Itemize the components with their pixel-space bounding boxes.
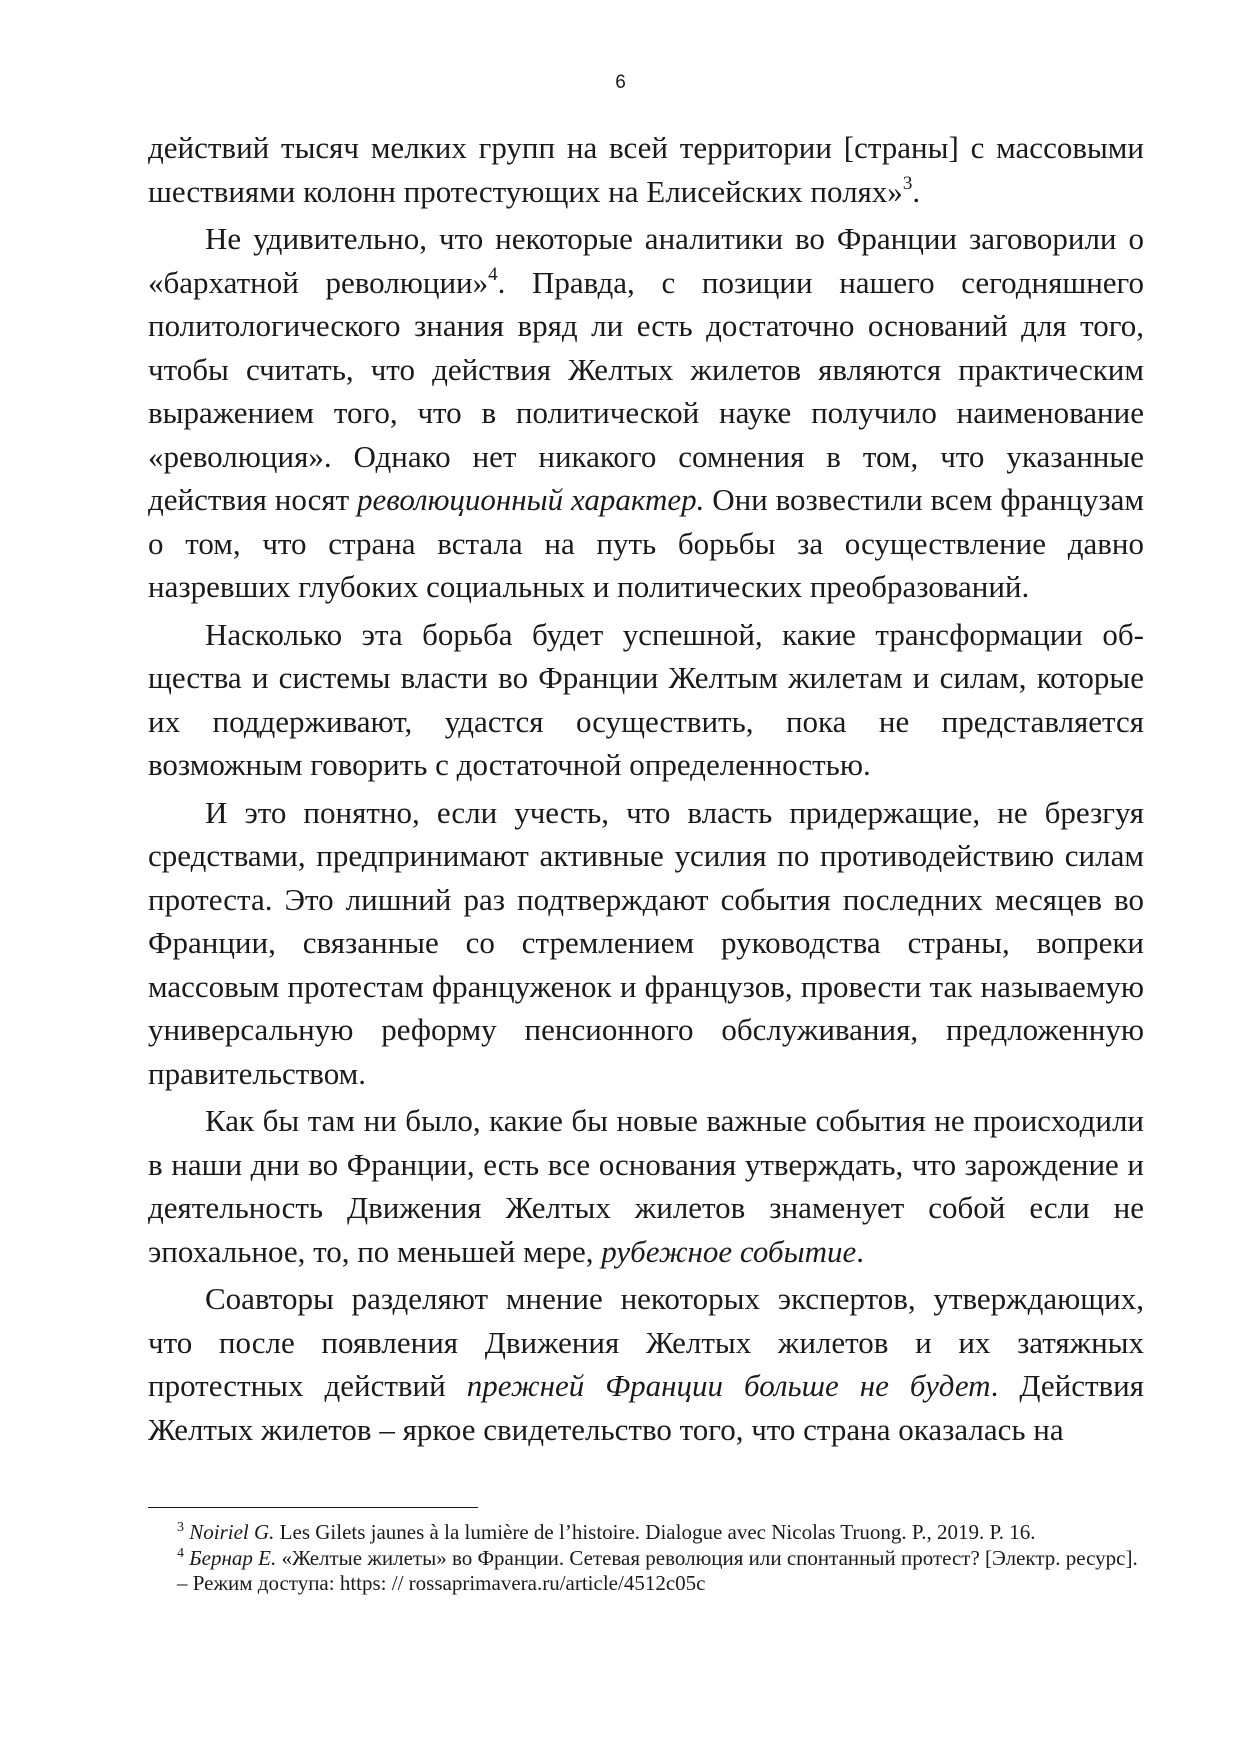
text-run: Насколько эта борьба будет успешной, какие трансформации общества и системы власти во Франции Желтым жилетам и силам, которые их поддерживают, удастся осуществить, пока не представляется возможным говорить с достаточной определенностью.	[148, 616, 1144, 782]
paragraph	[148, 1099, 1144, 1273]
footnote-separator	[148, 1507, 478, 1508]
paragraph	[148, 791, 1144, 1096]
paragraph	[148, 217, 1144, 609]
footnote-text: Les Gilets jaunes à la lumière de l’histoire. Dialogue avec Nicolas Truong. P., 2019. P. 16.	[274, 1520, 1036, 1544]
text-run: Как бы там ни было, какие бы новые важные события не происходили в наши дни во Франции, есть все основания утверждать, что зарождение и деятельность Движения Желтых жилетов знаменует собой если не эпохальное, то, по меньшей мере,	[148, 1103, 1144, 1269]
text-run: действий тысяч мелких групп на всей территории [страны] с массовыми шествиями колонн протестующих на Елисейских полях»	[148, 130, 1144, 209]
page-number: 6	[615, 72, 626, 93]
footnote	[177, 1520, 1147, 1546]
emphasized-text: рубежное событие	[601, 1233, 857, 1269]
footnote-reference: 4	[488, 263, 498, 285]
body-text	[148, 126, 1144, 1455]
text-run: . Действия Желтых жилетов – яркое свидетельство того, что страна оказалась на	[148, 1368, 1144, 1447]
footnote-marker: 4	[177, 1545, 184, 1561]
text-run: .	[912, 173, 921, 209]
footnote	[177, 1546, 1147, 1597]
text-run: .	[856, 1233, 864, 1269]
paragraph	[148, 613, 1144, 787]
emphasized-text: революционный характер.	[357, 482, 705, 517]
footnote-reference: 3	[902, 172, 913, 194]
footnote-author: Бернар Е.	[189, 1545, 277, 1570]
text-run: Не удивительно, что некоторые аналитики во Франции заговорили о «бархатной революции»	[148, 221, 1144, 300]
text-run: Соавторы разделяют мнение некоторых экспертов, утверждающих, что после появления Движения Желтых жилетов и их затяжных протестных действий	[148, 1281, 1144, 1403]
emphasized-text: прежней Франции больше не будет	[466, 1368, 991, 1403]
footnote-author: Noiriel G.	[189, 1520, 275, 1544]
footnotes	[177, 1520, 1147, 1597]
paragraph	[148, 1277, 1144, 1451]
paragraph-continuation	[148, 126, 1144, 213]
text-run: . Правда, с позиции нашего сегодняшнего политологического знания вряд ли есть достаточно оснований для того, чтобы считать, что действия Желтых жилетов являются практическим выражением того, что в политической науке получило наименование «революция». Однако нет никакого сомнения в том, что указанные действия носят	[148, 264, 1144, 517]
footnote-text: «Желтые жилеты» во Франции. Сетевая революция или спонтанный протест? [Электр. ресурс]. – Режим доступа: https: // rossaprimavera.ru/article/4512c05c	[177, 1545, 1138, 1595]
text-run: И это понятно, если учесть, что власть придержащие, не брезгуя средствами, предпринимают активные усилия по противодействию силам протеста. Это лишний раз подтверждают события последних месяцев во Франции, связанные со стремлением руководства страны, вопреки массовым протестам француженок и французов, провести так называемую универсальную реформу пенсионного обслуживания, предложенную правительством.	[148, 794, 1144, 1091]
text-run: Они возвестили всем французам о том, что страна встала на путь борьбы за осуществление давно назревших глубоких социальных и политических преобразований.	[148, 482, 1144, 604]
footnote-marker: 3	[177, 1520, 184, 1535]
